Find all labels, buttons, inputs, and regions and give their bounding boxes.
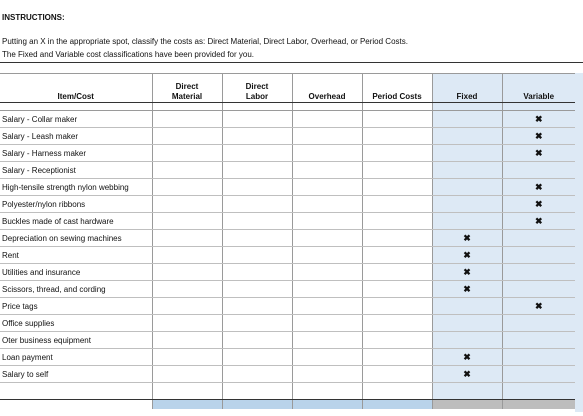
instructions-line-1: Putting an X in the appropriate spot, classify the costs as: Direct Material, Direct Labor, Overhead, or Period Costs. [2,37,408,46]
cell-overhead[interactable] [292,383,362,400]
col-header-variable: Variable [502,74,575,103]
cell-period-costs[interactable] [362,111,432,128]
cell-direct-labor[interactable] [222,247,292,264]
cell-item-cost: Salary - Collar maker [0,111,152,128]
cell-variable [502,332,575,349]
cell-fixed [432,162,502,179]
cell-direct-material[interactable] [152,196,222,213]
cell-item-cost: Depreciation on sewing machines [0,230,152,247]
blank-row [0,383,575,400]
cell-direct-material[interactable] [152,230,222,247]
total-overhead [292,400,362,410]
cell-fixed [432,145,502,162]
cell-fixed [432,332,502,349]
cell-item-cost: Polyester/nylon ribbons [0,196,152,213]
cell-variable [502,230,575,247]
cell-direct-labor[interactable] [222,349,292,366]
cell-direct-material[interactable] [152,298,222,315]
spacer-row [0,103,575,111]
cell-item-cost: Salary - Leash maker [0,128,152,145]
cell-overhead[interactable] [292,179,362,196]
cell-item-cost: Price tags [0,298,152,315]
cell-overhead[interactable] [292,145,362,162]
table-row [0,349,575,366]
cell-item-cost [0,383,152,400]
cell-period-costs[interactable] [362,332,432,349]
cell-variable [502,315,575,332]
cell-variable [502,366,575,383]
cell-direct-labor[interactable] [222,145,292,162]
cell-item-cost: Scissors, thread, and cording [0,281,152,298]
cell-period-costs[interactable] [362,298,432,315]
table-row [0,366,575,383]
cell-direct-material[interactable] [152,111,222,128]
col-header-period-costs: Period Costs [362,74,432,103]
cell-variable: ✖ [502,298,575,315]
table-row [0,264,575,281]
cell-direct-labor[interactable] [222,264,292,281]
cell-variable [502,247,575,264]
cell-fixed [432,196,502,213]
cell-fixed [432,111,502,128]
table-row [0,247,575,264]
cell-item-cost: Office supplies [0,315,152,332]
cell-overhead[interactable] [292,332,362,349]
cell-item-cost: Rent [0,247,152,264]
cell-item-cost: Salary to self [0,366,152,383]
cell-item-cost: Utilities and insurance [0,264,152,281]
cell-item-cost: High-tensile strength nylon webbing [0,179,152,196]
table-row [0,145,575,162]
cell-overhead[interactable] [292,264,362,281]
cell-direct-labor[interactable] [222,315,292,332]
cell-direct-labor[interactable] [222,162,292,179]
cell-period-costs[interactable] [362,230,432,247]
cell-direct-material[interactable] [152,383,222,400]
cell-period-costs[interactable] [362,145,432,162]
total-variable [502,400,575,410]
cell-fixed [432,213,502,230]
cell-period-costs[interactable] [362,383,432,400]
header-row [0,74,575,103]
cell-variable: ✖ [502,179,575,196]
cell-fixed [432,298,502,315]
cell-overhead[interactable] [292,315,362,332]
table-row [0,128,575,145]
table-row [0,315,575,332]
cell-overhead[interactable] [292,162,362,179]
cell-period-costs[interactable] [362,162,432,179]
cell-period-costs[interactable] [362,128,432,145]
cell-direct-material[interactable] [152,281,222,298]
table-row [0,196,575,213]
cell-period-costs[interactable] [362,349,432,366]
cell-overhead[interactable] [292,349,362,366]
col-header-item-cost: Item/Cost [0,74,152,103]
cell-fixed [432,383,502,400]
cell-period-costs[interactable] [362,281,432,298]
cell-item-cost: Buckles made of cast hardware [0,213,152,230]
cell-fixed: ✖ [432,349,502,366]
cell-variable: ✖ [502,145,575,162]
cell-overhead[interactable] [292,298,362,315]
cell-period-costs[interactable] [362,179,432,196]
cell-fixed: ✖ [432,247,502,264]
cell-period-costs[interactable] [362,247,432,264]
cell-fixed: ✖ [432,281,502,298]
cell-direct-material[interactable] [152,315,222,332]
cell-fixed [432,315,502,332]
cell-fixed [432,179,502,196]
total-fixed [432,400,502,410]
total-direct-material [152,400,222,410]
col-header-fixed: Fixed [432,74,502,103]
cell-overhead[interactable] [292,213,362,230]
cell-variable [502,264,575,281]
cell-direct-material[interactable] [152,366,222,383]
cell-direct-labor[interactable] [222,332,292,349]
cell-period-costs[interactable] [362,315,432,332]
cell-direct-material[interactable] [152,332,222,349]
cell-variable [502,349,575,366]
cell-overhead[interactable] [292,128,362,145]
cell-fixed [432,128,502,145]
cell-item-cost: Loan payment [0,349,152,366]
cell-direct-material[interactable] [152,162,222,179]
cell-direct-labor[interactable] [222,196,292,213]
cell-variable: ✖ [502,111,575,128]
table-row [0,179,575,196]
cell-overhead[interactable] [292,230,362,247]
cell-overhead[interactable] [292,366,362,383]
cell-direct-material[interactable] [152,349,222,366]
cell-period-costs[interactable] [362,366,432,383]
cell-direct-material[interactable] [152,179,222,196]
header-divider [0,62,583,63]
cell-overhead[interactable] [292,196,362,213]
cell-direct-labor[interactable] [222,383,292,400]
cell-item-cost: Oter business equipment [0,332,152,349]
cost-classification-table [0,73,575,409]
cell-direct-material[interactable] [152,264,222,281]
instructions-line-2: The Fixed and Variable cost classifications have been provided for you. [2,50,254,59]
cell-fixed: ✖ [432,366,502,383]
col-header-direct-material: Direct Material [152,74,222,103]
total-row [0,400,575,410]
total-direct-labor [222,400,292,410]
cell-fixed: ✖ [432,264,502,281]
cell-variable [502,162,575,179]
cell-direct-labor[interactable] [222,128,292,145]
table-row [0,281,575,298]
cell-direct-labor[interactable] [222,230,292,247]
cell-period-costs[interactable] [362,264,432,281]
cell-overhead[interactable] [292,111,362,128]
col-header-overhead: Overhead [292,74,362,103]
cell-direct-material[interactable] [152,145,222,162]
cell-item-cost: Salary - Receptionist [0,162,152,179]
table-row [0,332,575,349]
col-header-direct-labor: Direct Labor [222,74,292,103]
cell-variable: ✖ [502,213,575,230]
cell-direct-material[interactable] [152,213,222,230]
cell-variable: ✖ [502,196,575,213]
table-row [0,230,575,247]
cell-overhead[interactable] [292,247,362,264]
table-row [0,111,575,128]
cell-direct-labor[interactable] [222,213,292,230]
cell-direct-labor[interactable] [222,366,292,383]
instructions-title: INSTRUCTIONS: [2,13,65,22]
cell-item-cost: Salary - Harness maker [0,145,152,162]
table-row [0,298,575,315]
cell-variable [502,383,575,400]
cell-direct-labor[interactable] [222,298,292,315]
cell-variable [502,281,575,298]
cell-period-costs[interactable] [362,196,432,213]
cell-direct-labor[interactable] [222,111,292,128]
cell-direct-material[interactable] [152,247,222,264]
cell-overhead[interactable] [292,281,362,298]
table-row [0,162,575,179]
total-label-cell [0,400,152,410]
cell-variable: ✖ [502,128,575,145]
cell-direct-material[interactable] [152,128,222,145]
cell-fixed: ✖ [432,230,502,247]
cell-period-costs[interactable] [362,213,432,230]
total-period-costs [362,400,432,410]
cell-direct-labor[interactable] [222,179,292,196]
table-row [0,213,575,230]
cell-direct-labor[interactable] [222,281,292,298]
right-edge-shade [575,73,583,412]
